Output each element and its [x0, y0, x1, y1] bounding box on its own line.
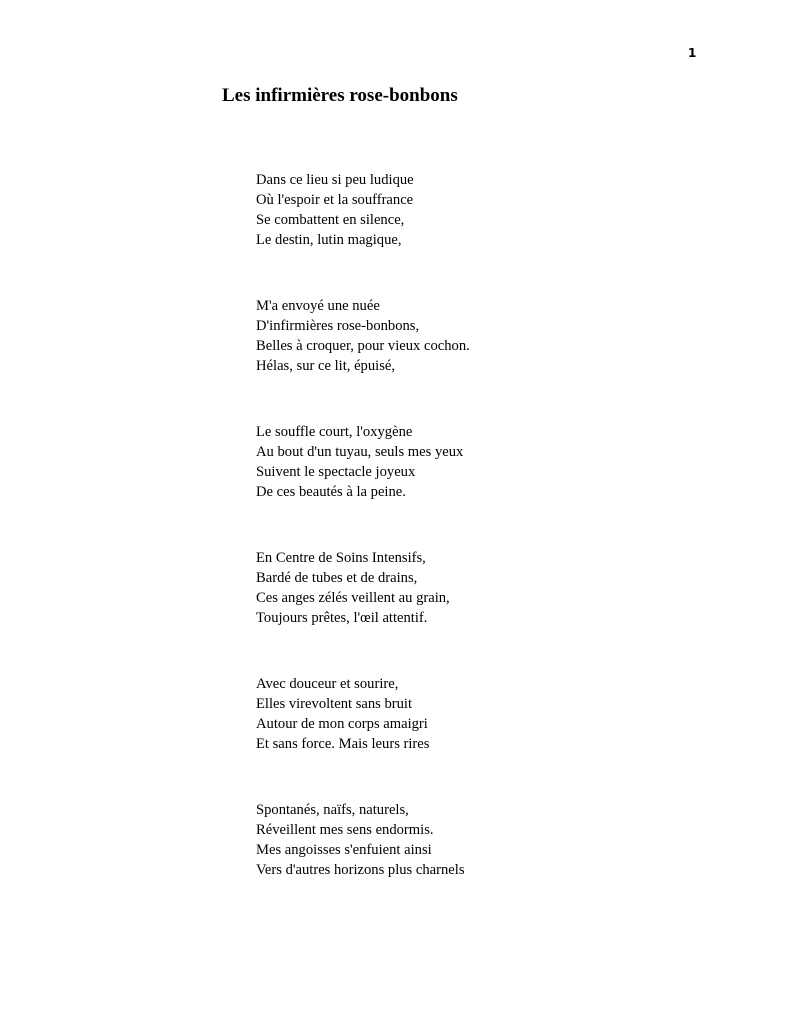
poem-line: Toujours prêtes, l'œil attentif.	[256, 610, 428, 626]
poem-line: Mes angoisses s'enfuient ainsi	[256, 842, 432, 858]
poem-line: Et sans force. Mais leurs rires	[256, 736, 430, 752]
stanza-4	[256, 548, 736, 628]
stanza-2	[256, 296, 736, 376]
stanza-5	[256, 674, 736, 754]
poem-line: D'infirmières rose-bonbons,	[256, 318, 420, 334]
page-number: 1	[688, 46, 697, 60]
poem-line: Dans ce lieu si peu ludique	[256, 172, 414, 188]
poem-line: Spontanés, naïfs, naturels,	[256, 802, 409, 818]
poem-line: En Centre de Soins Intensifs,	[256, 550, 426, 566]
stanza-1	[256, 170, 736, 250]
poem-line: Vers d'autres horizons plus charnels	[256, 862, 465, 878]
poem-title: Les infirmières rose-bonbons	[222, 85, 458, 106]
stanza-3	[256, 422, 736, 502]
poem-line: Bardé de tubes et de drains,	[256, 570, 418, 586]
poem-line: Réveillent mes sens endormis.	[256, 822, 434, 838]
poem-line: Ces anges zélés veillent au grain,	[256, 590, 450, 606]
poem-line: Avec douceur et sourire,	[256, 676, 399, 692]
poem-line: Au bout d'un tuyau, seuls mes yeux	[256, 444, 464, 460]
poem-line: De ces beautés à la peine.	[256, 484, 406, 500]
poem-body	[256, 170, 736, 926]
stanza-6	[256, 800, 736, 880]
poem-line: Belles à croquer, pour vieux cochon.	[256, 338, 470, 354]
poem-line: Hélas, sur ce lit, épuisé,	[256, 358, 396, 374]
poem-line: M'a envoyé une nuée	[256, 298, 380, 314]
poem-line: Le destin, lutin magique,	[256, 232, 402, 248]
poem-line: Suivent le spectacle joyeux	[256, 464, 416, 480]
poem-line: Autour de mon corps amaigri	[256, 716, 428, 732]
poem-line: Où l'espoir et la souffrance	[256, 192, 414, 208]
poem-line: Le souffle court, l'oxygène	[256, 424, 413, 440]
poem-line: Elles virevoltent sans bruit	[256, 696, 413, 712]
poem-line: Se combattent en silence,	[256, 212, 405, 228]
